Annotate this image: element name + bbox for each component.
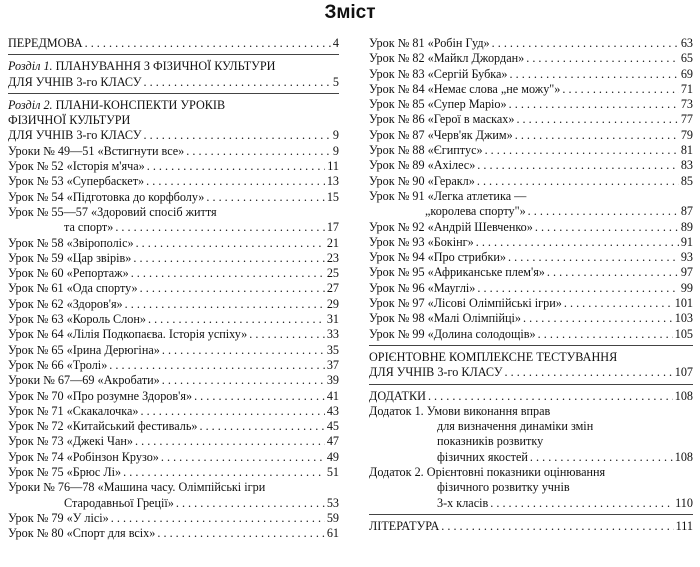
section-divider bbox=[8, 54, 339, 55]
toc-entry bbox=[369, 112, 693, 127]
toc-page-number: 35 bbox=[326, 342, 339, 357]
toc-entry-title: Урок № 59 «Цар звірів» bbox=[8, 250, 132, 265]
toc-entry-title: Урок № 80 «Спорт для всіх» bbox=[8, 526, 156, 541]
toc-entry bbox=[369, 143, 693, 158]
toc-heading-text: ФІЗИЧНОЇ КУЛЬТУРИ bbox=[8, 113, 131, 128]
dot-leader bbox=[115, 220, 325, 235]
toc-entry-title: Урок № 97 «Лісові Олімпійські ігри» bbox=[369, 296, 562, 311]
dot-leader bbox=[508, 250, 679, 265]
dot-leader bbox=[492, 36, 679, 51]
toc-page-number: 15 bbox=[326, 189, 339, 204]
toc-entry-title: Урок № 53 «Супербаскет» bbox=[8, 174, 145, 189]
dot-leader bbox=[194, 389, 325, 404]
toc-entry-title: Урок № 63 «Король Слон» bbox=[8, 312, 146, 327]
toc-heading-text: Додаток 1. Умови виконання вправ bbox=[369, 403, 551, 418]
toc-page-number: 97 bbox=[680, 265, 693, 280]
toc-entry-title: Урок № 94 «Про стрибки» bbox=[369, 250, 506, 265]
toc-entry bbox=[8, 511, 339, 526]
toc-page-number: 47 bbox=[326, 434, 339, 449]
toc-heading-line bbox=[8, 205, 339, 220]
toc-entry-title: Урок № 65 «Ірина Дерюгіна» bbox=[8, 342, 160, 357]
toc-page-number: 87 bbox=[680, 204, 693, 219]
toc-entry-title: Урок № 84 «Немає слова „не можу"» bbox=[369, 81, 561, 96]
toc-heading-text: Додаток 2. Орієнтовні показники оцінювання bbox=[369, 465, 606, 480]
dot-leader bbox=[509, 97, 679, 112]
toc-heading-line bbox=[369, 350, 693, 365]
toc-entry bbox=[369, 174, 693, 189]
toc-heading-text: Уроки № 76—78 «Машина часу. Олімпійські ігри bbox=[8, 480, 266, 495]
toc-entry-title: ДЛЯ УЧНІВ 3-го КЛАСУ bbox=[8, 74, 142, 89]
toc-right-column bbox=[369, 36, 693, 534]
section-divider bbox=[369, 514, 693, 515]
section-prefix: Розділ 2. bbox=[8, 97, 53, 112]
dot-leader bbox=[123, 465, 325, 480]
dot-leader bbox=[523, 311, 673, 326]
toc-entry-title: Урок № 99 «Долина солодощів» bbox=[369, 326, 536, 341]
toc-entry bbox=[8, 174, 339, 189]
toc-page-number: 41 bbox=[326, 388, 339, 403]
toc-entry bbox=[8, 251, 339, 266]
toc-entry bbox=[8, 343, 339, 358]
dot-leader bbox=[428, 389, 673, 404]
dot-leader bbox=[515, 128, 679, 143]
toc-entry bbox=[369, 519, 693, 534]
toc-entry bbox=[8, 465, 339, 480]
dot-leader bbox=[562, 82, 678, 97]
dot-leader bbox=[441, 519, 673, 534]
toc-heading-line bbox=[8, 59, 339, 74]
dot-leader bbox=[144, 128, 331, 143]
toc-page-number: 105 bbox=[674, 326, 693, 341]
toc-heading-text: для визначення динаміки змін bbox=[437, 419, 594, 434]
toc-entry bbox=[8, 128, 339, 143]
toc-entry bbox=[369, 327, 693, 342]
dot-leader bbox=[477, 158, 679, 173]
toc-page-number: 93 bbox=[680, 250, 693, 265]
dot-leader bbox=[146, 174, 325, 189]
toc-page-number: 5 bbox=[332, 74, 339, 89]
toc-heading-line bbox=[8, 480, 339, 495]
toc-entry bbox=[8, 450, 339, 465]
toc-entry bbox=[8, 281, 339, 296]
dot-leader bbox=[111, 511, 325, 526]
toc-entry bbox=[8, 190, 339, 205]
toc-page-number: 89 bbox=[680, 219, 693, 234]
toc-page-number: 23 bbox=[326, 250, 339, 265]
toc-entry bbox=[8, 236, 339, 251]
dot-leader bbox=[147, 159, 326, 174]
toc-entry-title: Урок № 95 «Африканське плем'я» bbox=[369, 265, 545, 280]
dot-leader bbox=[490, 496, 673, 511]
toc-heading-line bbox=[8, 98, 339, 113]
toc-entry-title: Урок № 79 «У лісі» bbox=[8, 510, 109, 525]
dot-leader bbox=[85, 36, 331, 51]
toc-entry bbox=[8, 297, 339, 312]
toc-page-number: 49 bbox=[326, 449, 339, 464]
toc-heading-line bbox=[369, 189, 693, 204]
toc-page-number: 69 bbox=[680, 66, 693, 81]
toc-entry bbox=[369, 296, 693, 311]
toc-page-number: 21 bbox=[326, 235, 339, 250]
toc-page-number: 108 bbox=[674, 388, 693, 403]
toc-entry-title: Урок № 54 «Підготовка до корфболу» bbox=[8, 189, 205, 204]
toc-entry-title: Урок № 64 «Лілія Подкопаєва. Історія успіху» bbox=[8, 327, 248, 342]
toc-entry-title: Урок № 86 «Герої в масках» bbox=[369, 112, 515, 127]
toc-page-number: 85 bbox=[680, 173, 693, 188]
toc-page-number: 9 bbox=[332, 128, 339, 143]
dot-leader bbox=[477, 174, 679, 189]
toc-page-number: 17 bbox=[326, 220, 339, 235]
toc-entry bbox=[8, 312, 339, 327]
toc-entry bbox=[369, 67, 693, 82]
toc-entry-title: Урок № 58 «Звірополіс» bbox=[8, 235, 134, 250]
toc-page-number: 65 bbox=[680, 51, 693, 66]
toc-entry bbox=[369, 365, 693, 380]
toc-page-number: 73 bbox=[680, 97, 693, 112]
toc-page-number: 9 bbox=[332, 143, 339, 158]
section-divider bbox=[369, 345, 693, 346]
toc-heading-line bbox=[369, 480, 693, 495]
toc-entry bbox=[8, 358, 339, 373]
dot-leader bbox=[140, 404, 324, 419]
toc-heading-text: ОРІЄНТОВНЕ КОМПЛЕКСНЕ ТЕСТУВАННЯ bbox=[369, 349, 618, 364]
dot-leader bbox=[249, 327, 325, 342]
dot-leader bbox=[485, 143, 679, 158]
toc-left-column bbox=[8, 36, 339, 542]
dot-leader bbox=[176, 496, 325, 511]
toc-entry bbox=[8, 389, 339, 404]
toc-entry-title: ДОДАТКИ bbox=[369, 388, 426, 403]
toc-page-number: 37 bbox=[326, 357, 339, 372]
toc-page-number: 91 bbox=[680, 234, 693, 249]
toc-page-number: 39 bbox=[326, 373, 339, 388]
toc-entry-title: Урок № 92 «Андрій Шевченко» bbox=[369, 219, 533, 234]
toc-entry bbox=[369, 82, 693, 97]
toc-page-number: 111 bbox=[675, 518, 693, 533]
toc-page-number: 43 bbox=[326, 403, 339, 418]
toc-entry-title: Урок № 89 «Ахілес» bbox=[369, 158, 476, 173]
toc-page-number: 25 bbox=[326, 266, 339, 281]
toc-entry-title: Урок № 75 «Брюс Лі» bbox=[8, 465, 122, 480]
toc-page-number: 71 bbox=[680, 81, 693, 96]
toc-heading-text: ПЛАНУВАННЯ З ФІЗИЧНОЇ КУЛЬТУРИ bbox=[52, 59, 276, 74]
toc-page-number: 107 bbox=[674, 365, 693, 380]
toc-entry bbox=[369, 220, 693, 235]
toc-page-number: 11 bbox=[327, 159, 339, 174]
toc-heading-text: фізичного розвитку учнів bbox=[437, 480, 570, 495]
toc-entry-title: Урок № 81 «Робін Гуд» bbox=[369, 36, 490, 50]
toc-heading-line bbox=[369, 419, 693, 434]
toc-entry bbox=[369, 389, 693, 404]
dot-leader bbox=[528, 204, 679, 219]
toc-heading-line bbox=[369, 465, 693, 480]
toc-entry bbox=[8, 36, 339, 51]
dot-leader bbox=[526, 51, 679, 66]
toc-entry-title: ЛІТЕРАТУРА bbox=[369, 518, 440, 533]
toc-page-number: 53 bbox=[326, 495, 339, 510]
dot-leader bbox=[547, 265, 679, 280]
toc-page-number: 4 bbox=[332, 36, 339, 50]
dot-leader bbox=[148, 312, 325, 327]
dot-leader bbox=[476, 235, 679, 250]
toc-entry bbox=[8, 327, 339, 342]
toc-entry bbox=[369, 281, 693, 296]
toc-entry-title: Урок № 60 «Репортаж» bbox=[8, 266, 129, 281]
dot-leader bbox=[140, 281, 325, 296]
dot-leader bbox=[125, 297, 325, 312]
dot-leader bbox=[530, 450, 673, 465]
toc-page-number: 59 bbox=[326, 510, 339, 525]
toc-entry-title: Уроки № 67—69 «Акробати» bbox=[8, 373, 160, 388]
dot-leader bbox=[109, 358, 325, 373]
toc-entry-title: Урок № 87 «Черв'як Джим» bbox=[369, 127, 513, 142]
toc-entry-title: Урок № 66 «Тролі» bbox=[8, 357, 108, 372]
toc-page-number: 99 bbox=[680, 280, 693, 295]
toc-entry-title: 3-х класів bbox=[437, 495, 489, 510]
toc-entry-title: Урок № 85 «Супер Маріо» bbox=[369, 97, 507, 112]
dot-leader bbox=[162, 373, 325, 388]
toc-page-number: 31 bbox=[326, 312, 339, 327]
toc-entry bbox=[369, 128, 693, 143]
toc-entry-title: Урок № 88 «Єгиптус» bbox=[369, 143, 483, 158]
toc-entry bbox=[369, 250, 693, 265]
toc-entry-title: Урок № 96 «Мауглі» bbox=[369, 280, 476, 295]
toc-page-number: 63 bbox=[680, 36, 693, 50]
dot-leader bbox=[135, 434, 325, 449]
toc-page-number: 77 bbox=[680, 112, 693, 127]
toc-entry bbox=[8, 404, 339, 419]
dot-leader bbox=[157, 526, 324, 541]
dot-leader bbox=[186, 144, 331, 159]
toc-page-number: 29 bbox=[326, 296, 339, 311]
section-divider bbox=[8, 93, 339, 94]
toc-entry-title: Урок № 62 «Здоров'я» bbox=[8, 296, 123, 311]
dot-leader bbox=[133, 251, 324, 266]
dot-leader bbox=[144, 75, 331, 90]
toc-page-number: 33 bbox=[326, 327, 339, 342]
dot-leader bbox=[477, 281, 678, 296]
dot-leader bbox=[162, 343, 325, 358]
toc-entry bbox=[369, 235, 693, 250]
dot-leader bbox=[516, 112, 678, 127]
toc-entry-title: Урок № 70 «Про розумне Здоров'я» bbox=[8, 388, 193, 403]
toc-page-number: 108 bbox=[674, 449, 693, 464]
toc-entry bbox=[8, 220, 339, 235]
dot-leader bbox=[564, 296, 673, 311]
toc-page-number: 61 bbox=[326, 526, 339, 541]
toc-entry bbox=[369, 97, 693, 112]
toc-entry-title: Урок № 82 «Майкл Джордан» bbox=[369, 51, 525, 66]
toc-entry bbox=[369, 265, 693, 280]
toc-entry bbox=[8, 526, 339, 541]
dot-leader bbox=[535, 220, 679, 235]
toc-entry bbox=[369, 51, 693, 66]
toc-entry-title: Урок № 98 «Малі Олімпійці» bbox=[369, 311, 521, 326]
toc-page-number: 103 bbox=[674, 311, 693, 326]
toc-entry bbox=[369, 36, 693, 51]
toc-page-number: 81 bbox=[680, 143, 693, 158]
toc-entry bbox=[8, 159, 339, 174]
toc-entry bbox=[8, 419, 339, 434]
toc-entry-title: Урок № 71 «Скакалочка» bbox=[8, 403, 139, 418]
toc-page-number: 51 bbox=[326, 465, 339, 480]
dot-leader bbox=[136, 236, 325, 251]
toc-entry-title: Урок № 61 «Ода спорту» bbox=[8, 281, 138, 296]
dot-leader bbox=[206, 190, 324, 205]
toc-entry bbox=[8, 373, 339, 388]
toc-entry bbox=[369, 496, 693, 511]
dot-leader bbox=[199, 419, 324, 434]
toc-entry bbox=[369, 450, 693, 465]
section-divider bbox=[369, 384, 693, 385]
toc-page-number: 110 bbox=[675, 495, 693, 510]
toc-heading-line bbox=[369, 404, 693, 419]
toc-entry bbox=[8, 75, 339, 90]
dot-leader bbox=[161, 450, 325, 465]
toc-entry-title: фізичних якостей bbox=[437, 449, 528, 464]
toc-entry-title: та спорт» bbox=[64, 220, 114, 235]
toc-entry-title: Урок № 52 «Історія м'яча» bbox=[8, 159, 145, 174]
toc-heading-text: ПЛАНИ-КОНСПЕКТИ УРОКІВ bbox=[52, 97, 226, 112]
toc-entry-title: Урок № 74 «Робінзон Крузо» bbox=[8, 449, 159, 464]
dot-leader bbox=[510, 67, 679, 82]
toc-heading-line bbox=[8, 113, 339, 128]
page-title: Зміст bbox=[324, 2, 376, 23]
dot-leader bbox=[505, 365, 673, 380]
toc-heading-line bbox=[369, 434, 693, 449]
toc-entry bbox=[369, 158, 693, 173]
toc-entry-title: Урок № 72 «Китайський фестиваль» bbox=[8, 419, 198, 434]
toc-entry-title: Урок № 93 «Бокінг» bbox=[369, 234, 474, 249]
toc-entry bbox=[8, 144, 339, 159]
toc-page-number: 79 bbox=[680, 127, 693, 142]
toc-page-number: 83 bbox=[680, 158, 693, 173]
toc-page-number: 45 bbox=[326, 419, 339, 434]
toc-entry bbox=[8, 496, 339, 511]
toc-entry-title: Урок № 90 «Геракл» bbox=[369, 173, 475, 188]
toc-page-number: 101 bbox=[674, 296, 693, 311]
toc-heading-text: Урок № 55—57 «Здоровий спосіб життя bbox=[8, 204, 217, 219]
toc-entry bbox=[369, 311, 693, 326]
toc-entry bbox=[8, 434, 339, 449]
toc-entry bbox=[369, 204, 693, 219]
toc-entry-title: Стародавньої Греції» bbox=[64, 495, 174, 510]
toc-entry-title: „королева спорту"» bbox=[425, 204, 526, 219]
toc-heading-text: показників розвитку bbox=[437, 434, 544, 449]
toc-entry-title: ПЕРЕДМОВА bbox=[8, 36, 83, 50]
toc-heading-text: Урок № 91 «Легка атлетика — bbox=[369, 188, 527, 203]
toc-entry-title: Урок № 83 «Сергій Бубка» bbox=[369, 66, 508, 81]
toc-entry bbox=[8, 266, 339, 281]
dot-leader bbox=[131, 266, 325, 281]
toc-page-number: 27 bbox=[326, 281, 339, 296]
dot-leader bbox=[538, 327, 673, 342]
toc-entry-title: Уроки № 49—51 «Встигнути все» bbox=[8, 143, 185, 158]
toc-page-number: 13 bbox=[326, 174, 339, 189]
toc-entry-title: ДЛЯ УЧНІВ 3-го КЛАСУ bbox=[369, 365, 503, 380]
toc-entry-title: ДЛЯ УЧНІВ 3-го КЛАСУ bbox=[8, 128, 142, 143]
toc-entry-title: Урок № 73 «Джекі Чан» bbox=[8, 434, 133, 449]
section-prefix: Розділ 1. bbox=[8, 59, 53, 74]
